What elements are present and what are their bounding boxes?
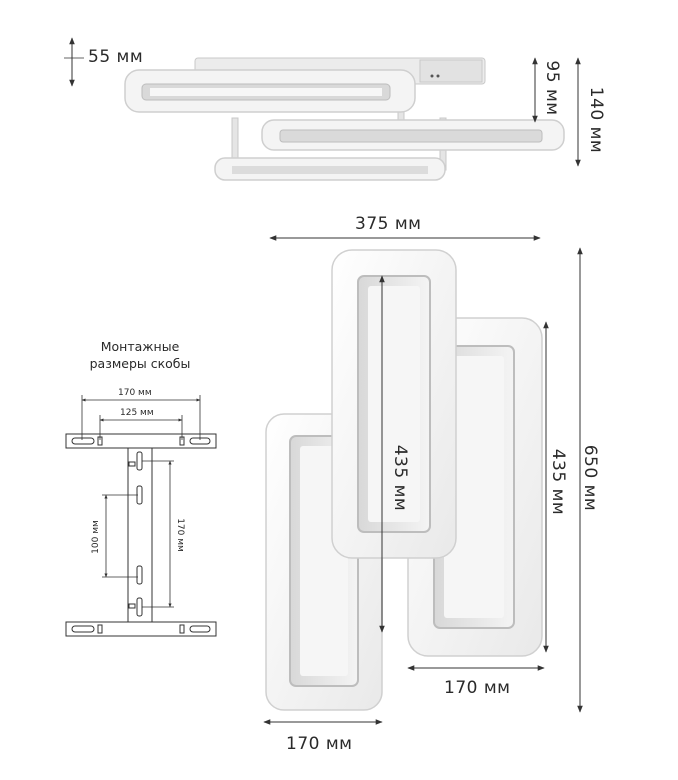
dim-right-panel-length: 435 мм xyxy=(548,448,568,516)
bracket-title-line1: Монтажные xyxy=(100,339,180,354)
mounting-bracket xyxy=(66,434,216,636)
dim-left-panel-width: 170 мм xyxy=(286,734,353,754)
dim-total-length: 650 мм xyxy=(580,444,600,512)
dim-bracket-inner-width: 125 мм xyxy=(120,408,154,418)
dim-step-height: 95 мм xyxy=(542,60,562,116)
dim-bracket-outer-width: 170 мм xyxy=(118,388,152,398)
bracket-title xyxy=(70,338,210,372)
side-view-lamp xyxy=(125,58,564,180)
dim-bracket-right-height: 170 мм xyxy=(175,518,185,552)
dim-middle-panel-length: 435 мм xyxy=(390,444,410,512)
dim-bracket-left-height: 100 мм xyxy=(91,520,101,554)
dim-total-width: 375 мм xyxy=(355,214,422,234)
dim-total-height: 140 мм xyxy=(586,86,606,154)
bracket-title-line2: размеры скобы xyxy=(89,356,191,371)
dim-right-panel-width: 170 мм xyxy=(444,678,511,698)
dim-top-offset: 55 мм xyxy=(88,47,144,67)
